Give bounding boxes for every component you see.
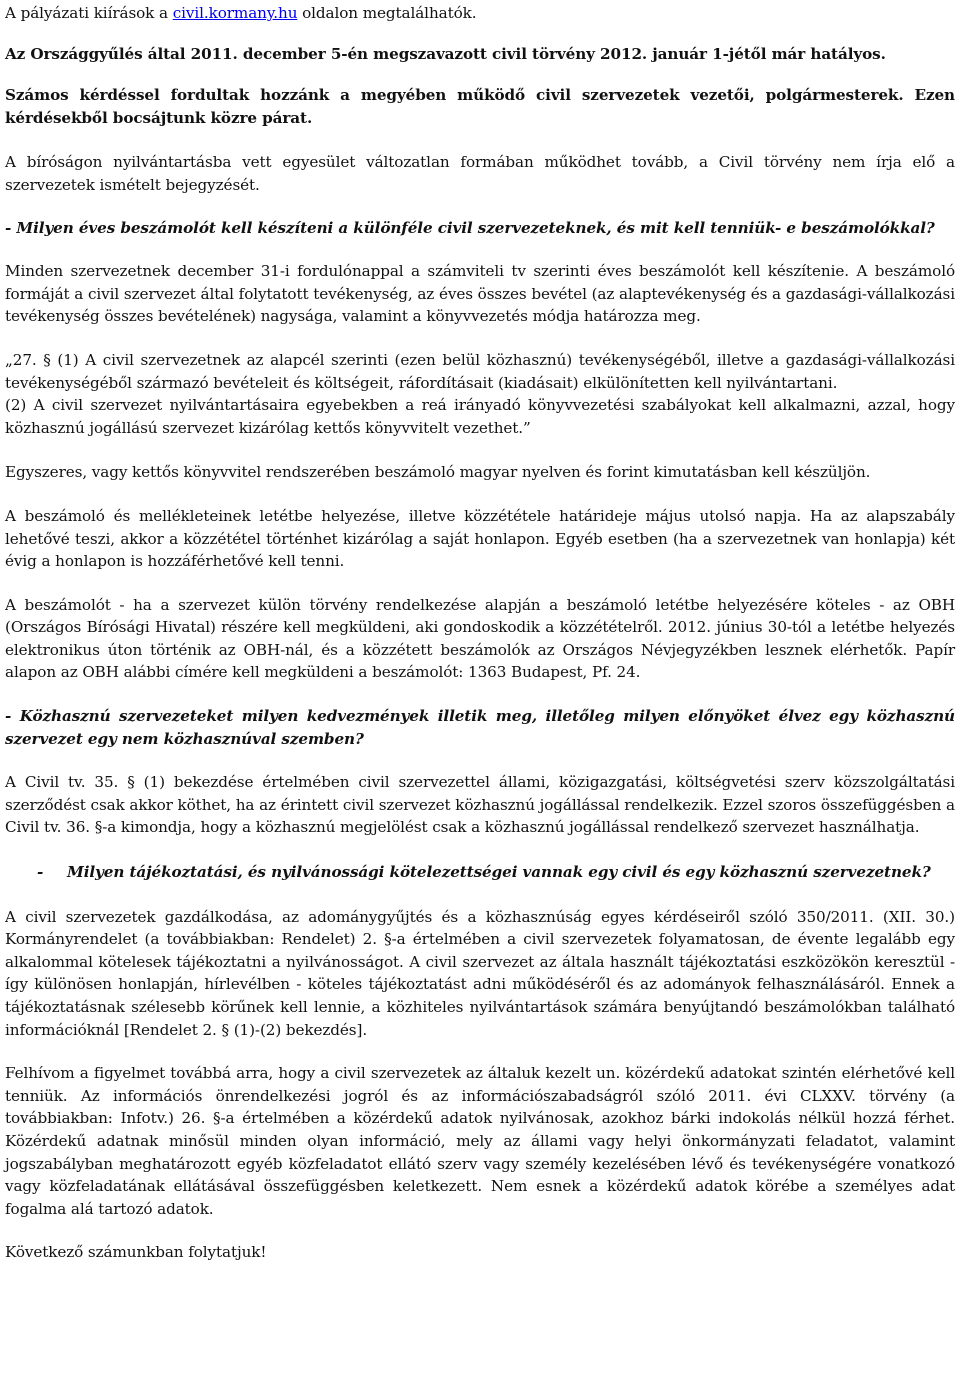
intro-suffix: oldalon megtalálhatók. [297, 4, 477, 22]
heading-questions: Számos kérdéssel fordultak hozzánk a megyében működő civil szervezetek vezetői, polgármesterek. Ezen kérdésekből bocsájtunk közre párat. [5, 86, 955, 127]
paragraph-law-27-1: „27. § (1) A civil szervezetnek az alapcél szerinti (ezen belül közhasznú) tevékenységéből, illetve a gazdasági-vállalkozási tevékenységéből származó bevételeit és költségeit, ráfordításait (kiadásait) elkülönítetten kell nyilvántartani. [5, 350, 955, 392]
paragraph-bookkeeping: Egyszeres, vagy kettős könyvvitel rendszerében beszámoló magyar nyelven és forint kimutatásban kell készüljön. [5, 463, 871, 482]
heading-law-in-force: Az Országgyűlés által 2011. december 5-én megszavazott civil törvény 2012. január 1-jétől már hatályos. [5, 44, 886, 63]
intro-line [5, 2, 955, 25]
question-public-benefit: - Közhasznú szervezeteket milyen kedvezmények illetik meg, illetőleg milyen előnyöket élvez egy közhasznú szervezet egy nem közhasznúval szemben? [5, 707, 955, 748]
paragraph-public-benefit: A Civil tv. 35. § (1) bekezdése értelmében civil szervezettel állami, közigazgatási, költségvetési szerv közszolgáltatási szerződést csak akkor köthet, ha az érintett civil szervezet közhasznú jogállással rendelkezik. Ezzel szoros összefüggésben a Civil tv. 36. §-a kimondja, hogy a közhasznú megjelölést csak a közhasznú jogállással rendelkező szervezet használhatja. [5, 773, 955, 837]
list-dash: - [37, 863, 44, 882]
intro-prefix: A pályázati kiírások a [5, 4, 173, 22]
question-information-duties [5, 861, 955, 884]
question-annual-report: - Milyen éves beszámolót kell készíteni a különféle civil szervezeteknek, és mit kell tenniük- e beszámolókkal? [5, 218, 935, 237]
question-information-duties-text: Milyen tájékoztatási, és nyilvánossági kötelezettségei vannak egy civil és egy közhasznú szervezetnek? [67, 863, 931, 882]
paragraph-public-data: Felhívom a figyelmet továbbá arra, hogy a civil szervezetek az általuk kezelt un. közérdekű adatokat szintén elérhetővé kell tenniük. Az információs önrendelkezési jogról és az információszabadságról szóló 2011. évi CLXXV. törvény (a továbbiakban: Infotv.) 26. §-a értelmében a közérdekű adatok nyilvánosak, azokhoz bárki indokolás nélkül hozzá férhet. Közérdekű adatnak minősül minden olyan információ, mely az állami vagy helyi önkormányzati feladatot, valamint jogszabályban meghatározott egyéb közfeladatot ellátó szerv vagy személy kezelésében lévő és tevékenységére vonatkozó vagy közfeladatának ellátásával összefüggésben keletkezett. Nem esnek a közérdekű adatok körébe a személyes adat fogalma alá tartozó adatok. [5, 1064, 955, 1218]
paragraph-regulation: A civil szervezetek gazdálkodása, az adománygyűjtés és a közhasznúság egyes kérdéseiről szóló 350/2011. (XII. 30.) Kormányrendelet (a továbbiakban: Rendelet) 2. §-a értelmében a civil szervezetek folyamatosan, de évente legalább egy alkalommal kötelesek tájékoztatni a nyilvánosságot. A civil szervezet az általa használt tájékoztatási eszközökön keresztül - így különösen honlapján, hírlevélben - köteles tájékoztatást adni működéséről és az adományok felhasználásáról. Ennek a tájékoztatásnak szélesebb körűnek kell lennie, a közhiteles nyilvántartások számára benyújtandó beszámolókban található információknál [Rendelet 2. § (1)-(2) bekezdés]. [5, 907, 955, 1039]
paragraph-registration: A bíróságon nyilvántartásba vett egyesület változatlan formában működhet tovább, a Civil törvény nem írja elő a szervezetek ismételt bejegyzését. [5, 153, 955, 194]
paragraph-deadline: A beszámoló és mellékleteinek letétbe helyezése, illetve közzététele határideje május utolsó napja. Ha az alapszabály lehetővé teszi, akkor a közzététel történhet kizárólag a saját honlapon. Egyéb esetben (ha a szervezetnek van honlapja) két évig a honlapon is hozzáférhetővé kell tenni. [5, 506, 955, 571]
paragraph-obh: A beszámolót - ha a szervezet külön törvény rendelkezése alapján a beszámoló letétbe helyezésére köteles - az OBH (Országos Bírósági Hivatal) részére kell megküldeni, aki gondoskodik a közzétételről. 2012. június 30-tól a letétbe helyezés elektronikus úton történik az OBH-nál, és a közzétett beszámolók az Országos Névjegyzékben lesznek elérhetők. Papír alapon az OBH alábbi címére kell megküldeni a beszámolót: 1363 Budapest, Pf. 24. [5, 595, 955, 682]
paragraph-law-27-2: (2) A civil szervezet nyilvántartásaira egyebekben a reá irányadó könyvvezetési szabályokat kell alkalmazni, azzal, hogy közhasznú jogállású szervezet kizárólag kettős könyvvitelt vezethet.” [5, 396, 955, 437]
closing-line: Következő számunkban folytatjuk! [5, 1243, 267, 1262]
paragraph-annual-report: Minden szervezetnek december 31-i fordulónappal a számviteli tv szerinti éves beszámolót kell készítenie. A beszámoló formáját a civil szervezet által folytatott tevékenység, az éves összes bevétel (az alaptevékenység és a gazdasági-vállalkozási tevékenység összes bevételének) nagysága, valamint a könyvvezetés módja határozza meg. [5, 262, 955, 326]
civil-kormany-link[interactable]: civil.kormany.hu [172, 4, 298, 22]
